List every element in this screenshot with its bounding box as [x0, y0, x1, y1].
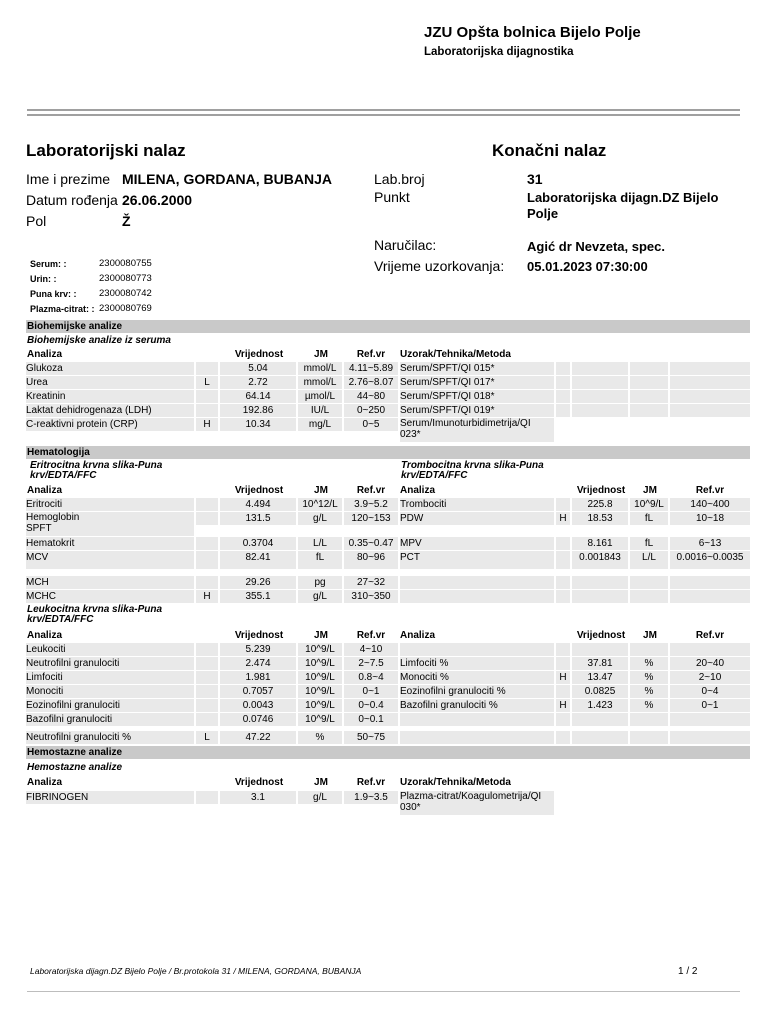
specimen-id: 2300080773 [99, 273, 152, 284]
flag [196, 713, 218, 726]
time-label: Vrijeme uzorkovanja: [374, 258, 505, 274]
cell [572, 376, 628, 389]
ref-range: 4.11~5.89 [344, 362, 398, 375]
col-uzorak: Uzorak/Tehnika/Metoda [400, 349, 511, 360]
col-jm: JM [643, 485, 657, 496]
value: 29.26 [220, 576, 296, 589]
cell [572, 731, 628, 744]
unit: mmol/L [298, 376, 342, 389]
analyte-name: Glukoza [26, 362, 194, 375]
unit: g/L [298, 590, 342, 603]
analyte-name: Limfociti [26, 671, 194, 684]
table-row [26, 731, 750, 744]
cell [556, 404, 570, 417]
flag [196, 404, 218, 417]
unit: fL [630, 537, 668, 550]
ref-range: 310~350 [344, 590, 398, 603]
analyte-name: Trombociti [400, 498, 554, 511]
value: 0.001843 [572, 551, 628, 569]
cell [630, 731, 668, 744]
flag: H [196, 590, 218, 603]
unit: pg [298, 576, 342, 589]
table-row [26, 512, 750, 536]
method: Serum/SPFT/QI 015* [400, 362, 554, 375]
cell [400, 731, 554, 744]
punkt-label: Punkt [374, 189, 410, 205]
ref-range: 2.76~8.07 [344, 376, 398, 389]
analyte-name: MPV [400, 537, 554, 550]
ref-range: 0.0016~0.0035 [670, 551, 750, 569]
subsection-line-1: Leukocitna krvna slika-Puna [27, 604, 163, 615]
unit: % [630, 699, 668, 712]
flag [196, 671, 218, 684]
cell [556, 590, 570, 603]
column-header-row [26, 484, 750, 497]
method [400, 418, 554, 442]
sample-time: 05.01.2023 07:30:00 [527, 259, 648, 274]
ref-range: 140~400 [670, 498, 750, 511]
flag [196, 643, 218, 656]
analyte-name: Neutrofilni granulociti [26, 657, 194, 670]
col-vrijednost: Vrijednost [234, 630, 284, 641]
flag: L [196, 376, 218, 389]
cell [556, 576, 570, 589]
analyte-name: MCHC [26, 590, 194, 603]
col-ref: Ref.vr [695, 485, 725, 496]
method-line-2: 030* [400, 802, 421, 813]
unit: g/L [298, 512, 342, 525]
ref-range: 20~40 [670, 657, 750, 670]
unit: % [630, 671, 668, 684]
flag [556, 551, 570, 569]
cell [630, 713, 668, 726]
flag: H [556, 512, 570, 525]
flag [556, 537, 570, 550]
analyte-name: MCV [26, 551, 194, 569]
unit: L/L [298, 537, 342, 550]
unit: fL [630, 512, 668, 525]
name-label: Ime i prezime [26, 171, 111, 187]
method-line-1: Serum/Imunoturbidimetrija/QI [400, 418, 531, 429]
unit: 10^9/L [298, 657, 342, 670]
cell [556, 362, 570, 375]
unit: mmol/L [298, 362, 342, 375]
divider [27, 109, 740, 111]
department-name: Laboratorijska dijagnostika [424, 46, 574, 58]
subsection-line-2: krv/EDTA/FFC [30, 470, 97, 481]
cell [556, 390, 570, 403]
col-ref: Ref.vr [356, 630, 386, 641]
col-jm: JM [643, 630, 657, 641]
cell [630, 404, 668, 417]
patient-sex: Ž [122, 213, 131, 229]
value: 8.161 [572, 537, 628, 550]
cell [572, 362, 628, 375]
value: 2.72 [220, 376, 296, 389]
value: 13.47 [572, 671, 628, 684]
column-header-row [26, 629, 750, 642]
specimen-id: 2300080742 [99, 288, 152, 299]
unit: 10^9/L [298, 671, 342, 684]
unit: 10^12/L [298, 498, 342, 511]
method-line-1: Plazma-citrat/Koagulometrija/QI [400, 791, 542, 802]
value: 0.3704 [220, 537, 296, 550]
flag [196, 537, 218, 550]
flag [196, 512, 218, 525]
cell [670, 362, 750, 375]
ref-range: 0~5 [344, 418, 398, 431]
ref-range: 27~32 [344, 576, 398, 589]
value: 4.494 [220, 498, 296, 511]
cell [572, 713, 628, 726]
ref-range: 4~10 [344, 643, 398, 656]
cell [572, 590, 628, 603]
section-header [26, 746, 750, 759]
column-header-row [26, 776, 750, 789]
cell [670, 376, 750, 389]
cell [556, 731, 570, 744]
value: 192.86 [220, 404, 296, 417]
analyte-name: Bazofilni granulociti % [400, 699, 554, 712]
value: 82.41 [220, 551, 296, 569]
value: 1.981 [220, 671, 296, 684]
specimen-label: Urin: : [30, 274, 57, 284]
table-row [26, 404, 750, 417]
analyte-name: Eritrociti [26, 498, 194, 511]
value: 355.1 [220, 590, 296, 603]
table-row [26, 671, 750, 684]
analyte-name: Kreatinin [26, 390, 194, 403]
punkt-value-2: Polje [527, 206, 559, 221]
subsection-title [401, 461, 544, 483]
col-jm: JM [314, 630, 328, 641]
ref-range: 0~0.1 [344, 713, 398, 726]
table-row [26, 590, 750, 603]
flag: H [556, 699, 570, 712]
ref-range: 0~0.4 [344, 699, 398, 712]
cell [630, 576, 668, 589]
table-row [26, 390, 750, 403]
specimen-id: 2300080769 [99, 303, 152, 314]
analyte-line-2: SPFT [26, 523, 52, 534]
page-number: 1 / 2 [678, 966, 698, 977]
specimen-label: Plazma-citrat: : [30, 304, 95, 314]
cell [630, 390, 668, 403]
table-row [26, 537, 750, 550]
flag [196, 498, 218, 511]
method: Serum/SPFT/QI 019* [400, 404, 554, 417]
flag [196, 657, 218, 670]
value: 10.34 [220, 418, 296, 431]
labno-label: Lab.broj [374, 171, 425, 187]
value: 5.04 [220, 362, 296, 375]
flag [556, 685, 570, 698]
unit: mg/L [298, 418, 342, 431]
table-row [26, 362, 750, 375]
unit: % [630, 685, 668, 698]
cell [572, 576, 628, 589]
col-vrijednost: Vrijednost [234, 485, 284, 496]
analyte-name: Eozinofilni granulociti [26, 699, 194, 712]
table-row [26, 791, 750, 815]
ref-range: 50~75 [344, 731, 398, 744]
col-uzorak: Uzorak/Tehnika/Metoda [400, 777, 511, 788]
subsection-title: Biohemijske analize iz seruma [27, 335, 171, 346]
unit: 10^9/L [298, 643, 342, 656]
value: 0.0043 [220, 699, 296, 712]
unit: % [298, 731, 342, 744]
table-row [26, 576, 750, 589]
ref-range: 80~96 [344, 551, 398, 569]
analyte-name: PCT [400, 551, 554, 569]
table-row [26, 657, 750, 670]
analyte-name: Urea [26, 376, 194, 389]
flag [556, 657, 570, 670]
flag [196, 699, 218, 712]
ref-range: 0~4 [670, 685, 750, 698]
section-title: Biohemijske analize [27, 321, 123, 332]
value: 5.239 [220, 643, 296, 656]
subsection-line-1: Trombocitna krvna slika-Puna [401, 460, 544, 471]
lab-number: 31 [527, 171, 543, 187]
value: 131.5 [220, 512, 296, 525]
col-ref: Ref.vr [356, 777, 386, 788]
cell [670, 404, 750, 417]
cell [556, 713, 570, 726]
value: 0.0825 [572, 685, 628, 698]
unit: g/L [298, 791, 342, 804]
subsection-title [30, 461, 162, 483]
col-analiza: Analiza [27, 349, 63, 360]
unit: L/L [630, 551, 668, 569]
table-row [26, 376, 750, 389]
orderer-label: Naručilac: [374, 237, 437, 253]
table-row [26, 699, 750, 712]
cell [670, 390, 750, 403]
table-row [26, 418, 750, 444]
subsection-title: Hemostazne analize [27, 762, 123, 773]
value: 0.0746 [220, 713, 296, 726]
col-jm: JM [314, 777, 328, 788]
table-row [26, 713, 750, 726]
value: 3.1 [220, 791, 296, 804]
table-row [26, 551, 750, 569]
cell [556, 376, 570, 389]
subsection-row [26, 334, 750, 347]
cell [572, 390, 628, 403]
flag: L [196, 731, 218, 744]
section-title: Hemostazne analize [27, 747, 123, 758]
flag [196, 576, 218, 589]
patient-dob: 26.06.2000 [122, 192, 193, 208]
col-ref: Ref.vr [695, 630, 725, 641]
table-row [26, 643, 750, 656]
table-row [26, 685, 750, 698]
col-ref: Ref.vr [356, 349, 386, 360]
divider [27, 114, 740, 116]
unit: fL [298, 551, 342, 569]
value: 2.474 [220, 657, 296, 670]
footer-text: Laboratorijska dijagn.DZ Bijelo Polje / Br.protokola 31 / MILENA, GORDANA, BUBANJA [30, 966, 362, 976]
unit: 10^9/L [298, 713, 342, 726]
analyte-name [26, 512, 194, 536]
value: 37.81 [572, 657, 628, 670]
flag [556, 498, 570, 511]
flag [196, 362, 218, 375]
col-vrijednost: Vrijednost [576, 630, 626, 641]
value: 0.7057 [220, 685, 296, 698]
report-status: Konačni nalaz [492, 141, 607, 160]
section-header [26, 446, 750, 459]
analyte-name: PDW [400, 512, 554, 525]
cell [630, 376, 668, 389]
cell [400, 576, 554, 589]
cell [556, 643, 570, 656]
col-jm: JM [314, 349, 328, 360]
analyte-name: Limfociti % [400, 657, 554, 670]
section-title: Hematologija [27, 447, 90, 458]
ref-range: 0.35~0.47 [344, 537, 398, 550]
analyte-name: C-reaktivni protein (CRP) [26, 418, 194, 431]
subsection-line-1: Eritrocitna krvna slika-Puna [30, 460, 163, 471]
flag [196, 685, 218, 698]
cell [630, 643, 668, 656]
col-vrijednost: Vrijednost [234, 349, 284, 360]
col-analiza: Analiza [27, 485, 63, 496]
ref-range: 0~1 [344, 685, 398, 698]
dob-label: Datum rođenja [26, 192, 118, 208]
analyte-name: Neutrofilni granulociti % [26, 731, 194, 744]
subsection-line-2: krv/EDTA/FFC [27, 614, 94, 625]
analyte-name: Monociti % [400, 671, 554, 684]
analyte-name: MCH [26, 576, 194, 589]
institution-name: JZU Opšta bolnica Bijelo Polje [424, 24, 641, 41]
column-header-row [26, 348, 750, 361]
orderer-value: Agić dr Nevzeta, spec. [527, 239, 665, 254]
unit: µmol/L [298, 390, 342, 403]
subsection-row [26, 761, 750, 774]
subsection-line-2: krv/EDTA/FFC [401, 470, 468, 481]
ref-range: 1.9~3.5 [344, 791, 398, 804]
specimen-label: Puna krv: : [30, 289, 77, 299]
analyte-name: Leukociti [26, 643, 194, 656]
punkt-value: Laboratorijska dijagn.DZ Bijelo [527, 190, 719, 205]
method-line-2: 023* [400, 429, 421, 440]
cell [572, 643, 628, 656]
cell [630, 362, 668, 375]
ref-range: 120~153 [344, 512, 398, 525]
cell [670, 713, 750, 726]
unit: 10^9/L [298, 685, 342, 698]
subsection-title [27, 605, 162, 627]
report-title: Laboratorijski nalaz [26, 141, 186, 160]
value: 1.423 [572, 699, 628, 712]
analyte-name: Monociti [26, 685, 194, 698]
method: Serum/SPFT/QI 017* [400, 376, 554, 389]
cell [670, 576, 750, 589]
unit: 10^9/L [298, 699, 342, 712]
analyte-name: FIBRINOGEN [26, 791, 194, 804]
cell [670, 731, 750, 744]
col-analiza: Analiza [27, 777, 63, 788]
analyte-line-1: Hemoglobin [26, 512, 80, 523]
unit: % [630, 657, 668, 670]
unit: IU/L [298, 404, 342, 417]
unit: 10^9/L [630, 498, 668, 511]
ref-range: 2~7.5 [344, 657, 398, 670]
cell [400, 713, 554, 726]
footer-divider [27, 991, 740, 992]
subsection-row [26, 605, 750, 627]
flag: H [196, 418, 218, 431]
analyte-name: Bazofilni granulociti [26, 713, 194, 726]
cell [400, 590, 554, 603]
col-analiza: Analiza [400, 485, 436, 496]
flag [196, 551, 218, 569]
value: 18.53 [572, 512, 628, 525]
col-analiza: Analiza [27, 630, 63, 641]
ref-range: 0.8~4 [344, 671, 398, 684]
cell [400, 643, 554, 656]
ref-range: 2~10 [670, 671, 750, 684]
method [400, 791, 554, 815]
flag: H [556, 671, 570, 684]
value: 64.14 [220, 390, 296, 403]
cell [630, 590, 668, 603]
sex-label: Pol [26, 213, 47, 229]
section-header [26, 320, 750, 333]
ref-range: 10~18 [670, 512, 750, 525]
flag [196, 791, 218, 804]
ref-range: 44~80 [344, 390, 398, 403]
col-ref: Ref.vr [356, 485, 386, 496]
method: Serum/SPFT/QI 018* [400, 390, 554, 403]
cell [670, 643, 750, 656]
cell [670, 590, 750, 603]
ref-range: 0~1 [670, 699, 750, 712]
cell [572, 404, 628, 417]
specimen-label: Serum: : [30, 259, 67, 269]
ref-range: 3.9~5.2 [344, 498, 398, 511]
value: 225.8 [572, 498, 628, 511]
value: 47.22 [220, 731, 296, 744]
col-analiza: Analiza [400, 630, 436, 641]
col-vrijednost: Vrijednost [234, 777, 284, 788]
flag [196, 390, 218, 403]
ref-range: 6~13 [670, 537, 750, 550]
analyte-name: Hematokrit [26, 537, 194, 550]
analyte-name: Eozinofilni granulociti % [400, 685, 554, 698]
patient-name: MILENA, GORDANA, BUBANJA [122, 171, 332, 187]
ref-range: 0~250 [344, 404, 398, 417]
specimen-id: 2300080755 [99, 258, 152, 269]
analyte-name: Laktat dehidrogenaza (LDH) [26, 404, 194, 417]
col-vrijednost: Vrijednost [576, 485, 626, 496]
table-row [26, 498, 750, 511]
subsection-row [26, 461, 750, 483]
col-jm: JM [314, 485, 328, 496]
